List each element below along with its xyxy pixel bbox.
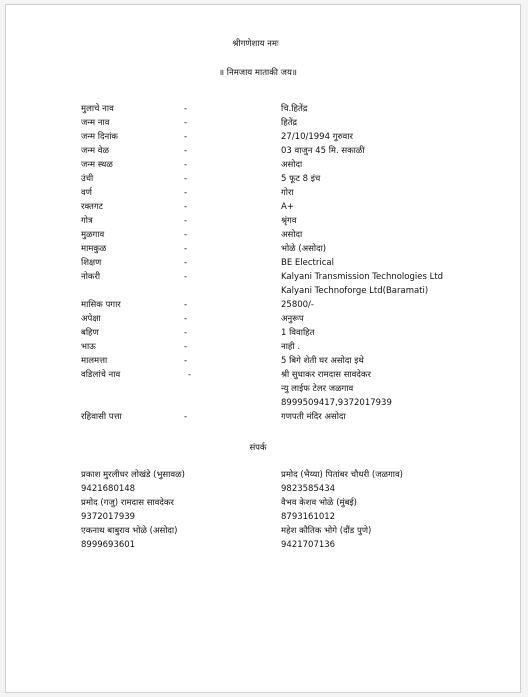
value-blood-group: A+: [281, 202, 294, 212]
label-birth-time: जन्म वेळ: [81, 146, 109, 156]
separator: -: [184, 188, 188, 198]
label-job: नोकरी: [81, 272, 101, 282]
contact-phone: 9421680148: [81, 484, 136, 494]
value-job-line-2: Kalyani Technoforge Ltd(Baramati): [281, 286, 429, 296]
value-height: 5 फूट 8 इंच: [281, 174, 321, 184]
contact-phone: 9823585434: [281, 484, 336, 494]
value-complexion: गोरा: [281, 188, 294, 198]
separator: -: [184, 230, 188, 240]
separator: -: [184, 356, 188, 366]
value-father-shop: न्यु लाईफ टेलर जळगाव: [281, 384, 354, 394]
value-monthly-salary: 25800/-: [281, 300, 314, 310]
separator: -: [184, 412, 188, 422]
label-child-name: मुलाचे नाव: [81, 104, 114, 114]
separator: -: [184, 146, 188, 156]
contact-phone: 8999693601: [81, 540, 136, 550]
label-native-place: मुळगाव: [81, 230, 105, 240]
value-birth-time: 03 वाजुन 45 मि. सकाळी: [281, 146, 365, 156]
separator: -: [184, 328, 188, 338]
value-father-phone: 8999509417,9372017939: [281, 398, 392, 408]
value-job-line-1: Kalyani Transmission Technologies Ltd: [281, 272, 444, 282]
contact-name: वैभव केशव भोळे (मुंबई): [281, 498, 357, 508]
separator: -: [184, 314, 188, 324]
label-birth-place: जन्म स्थळ: [81, 160, 113, 170]
label-monthly-salary: मासिक पगार: [81, 300, 121, 310]
value-sister: 1 विवाहित: [281, 328, 315, 338]
value-education: BE Electrical: [281, 258, 334, 268]
value-native-place: असोदा: [281, 230, 303, 240]
label-complexion: वर्ण: [81, 188, 92, 198]
separator: -: [184, 160, 188, 170]
contact-name: प्रकाश मुरलीधर लोखंडे (भुसावळ): [81, 470, 185, 480]
separator: -: [184, 272, 188, 282]
label-expectation: अपेक्षा: [81, 314, 101, 324]
label-blood-group: रक्तगट: [81, 202, 103, 212]
separator: -: [184, 300, 188, 310]
contact-phone: 8793161012: [281, 512, 336, 522]
value-birth-date: 27/10/1994 गुरुवार: [281, 132, 353, 142]
label-sister: बहिण: [81, 328, 99, 338]
separator: -: [184, 132, 188, 142]
contact-name: प्रमोद (भैय्या) पितांबर चौधरी (जळगाव): [281, 470, 403, 480]
label-education: शिक्षण: [81, 258, 102, 268]
document-page: [5, 4, 521, 693]
separator: -: [184, 202, 188, 212]
value-father-name: श्री सुधाकर रामदास सावदेकर: [281, 370, 371, 380]
contact-name: प्रमोद (गजु) रामदास सावदेकर: [81, 498, 174, 508]
label-height: उंची: [81, 174, 94, 184]
contact-phone: 9421707136: [281, 540, 336, 550]
label-birth-date: जन्म दिनांक: [81, 132, 118, 142]
value-property: 5 बिगे शेती घर असोदा इथे: [281, 356, 364, 366]
invocation-line: श्रीगणेशाय नमः: [232, 39, 279, 49]
value-birth-name: हितेंद्र: [281, 118, 298, 128]
separator: -: [184, 258, 188, 268]
label-address: रहिवासी पत्ता: [81, 412, 122, 422]
contact-heading: संपर्क: [249, 443, 267, 453]
value-maternal-family: भोळे (असोदा): [281, 244, 327, 254]
value-gotra: श्रृंगव: [281, 216, 297, 226]
contact-phone: 9372017939: [81, 512, 136, 522]
value-address: गणपती मंदिर असोदा: [281, 412, 346, 422]
value-brother: नाही .: [281, 342, 301, 352]
label-birth-name: जन्म नाव: [81, 118, 110, 128]
blessing-line: ॥ निमजाय माताकी जय॥: [218, 68, 298, 78]
separator: -: [188, 370, 192, 380]
value-birth-place: असोदा: [281, 160, 303, 170]
value-child-name: चि.हितेंद्र: [281, 104, 308, 114]
label-brother: भाऊ: [81, 342, 96, 352]
separator: -: [184, 118, 188, 128]
label-gotra: गोत्र: [81, 216, 93, 226]
label-maternal-family: मामकुळ: [81, 244, 107, 254]
label-property: मालमत्ता: [81, 356, 108, 366]
separator: -: [184, 216, 188, 226]
value-expectation: अनुरूप: [281, 314, 304, 324]
separator: -: [184, 342, 188, 352]
contact-name: महेश कौतिक भोगे (दौंड पुणे): [281, 526, 372, 536]
contact-name: एकनाथ बाबुराव भोळे (असोदा): [81, 526, 178, 536]
separator: -: [184, 244, 188, 254]
separator: -: [184, 174, 188, 184]
separator: -: [184, 104, 188, 114]
label-father-name: वडिलांचे नाव: [81, 370, 121, 380]
